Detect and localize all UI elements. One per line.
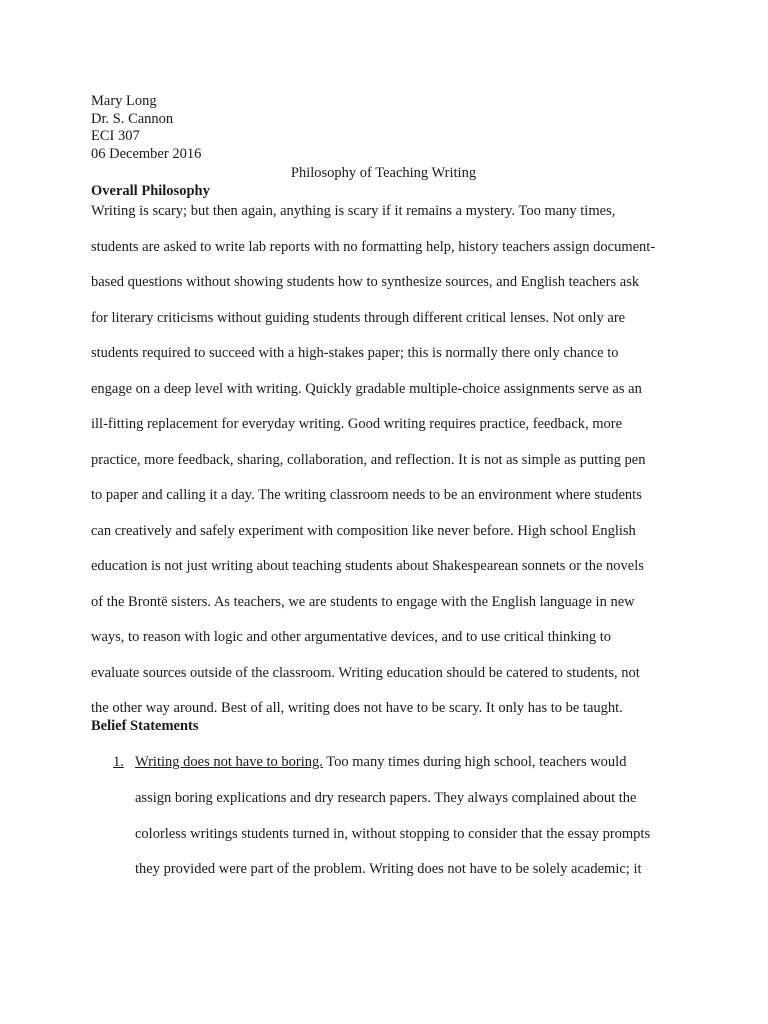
paragraph-line: ways, to reason with logic and other argumentative devices, and to use critical thinking to <box>91 629 611 645</box>
paragraph-line: for literary criticisms without guiding students through different critical lenses. Not only are <box>91 309 626 326</box>
paragraph-line: the other way around. Best of all, writing does not have to be scary. It only has to be taught. <box>91 700 623 716</box>
paragraph-line: Writing is scary; but then again, anything is scary if it remains a mystery. Too many times, <box>91 203 616 219</box>
instructor-name: Dr. S. Cannon <box>91 110 174 127</box>
document-header <box>91 93 201 163</box>
paragraph-line: engage on a deep level with writing. Quickly gradable multiple-choice assignments serve as an <box>91 380 642 397</box>
paragraph-line: students required to succeed with a high-stakes paper; this is normally there only chance to <box>91 345 619 361</box>
list-item-line: colorless writings students turned in, without stopping to consider that the essay prompts <box>135 825 651 842</box>
course-code: ECI 307 <box>91 128 140 145</box>
list-item-line: they provided were part of the problem. Writing does not have to be solely academic; it <box>135 861 642 877</box>
list-item-text: Too many times during high school, teachers would <box>322 754 627 770</box>
paragraph-line: to paper and calling it a day. The writing classroom needs to be an environment where students <box>91 487 642 503</box>
paragraph-line: education is not just writing about teaching students about Shakespearean sonnets or the novels <box>91 558 644 574</box>
belief-statements-heading: Belief Statements <box>91 718 199 734</box>
paragraph-line: based questions without showing students how to synthesize sources, and English teachers ask <box>91 274 640 290</box>
list-item-first-line <box>113 753 626 771</box>
document-title-row <box>0 164 768 182</box>
paragraph-line: practice, more feedback, sharing, collaboration, and reflection. It is not as simple as putting pen <box>91 451 646 468</box>
list-item-claim: Writing does not have to boring. <box>135 754 323 770</box>
paragraph-line: ill-fitting replacement for everyday writing. Good writing requires practice, feedback, more <box>91 416 623 432</box>
document-title: Philosophy of Teaching Writing <box>290 165 477 181</box>
overall-philosophy-heading: Overall Philosophy <box>91 183 210 199</box>
paragraph-line: students are asked to write lab reports with no formatting help, history teachers assign document- <box>91 238 656 255</box>
paragraph-line: evaluate sources outside of the classroom. Writing education should be catered to students, not <box>91 664 640 681</box>
paragraph-line: can creatively and safely experiment with composition like never before. High school English <box>91 522 636 539</box>
author-name: Mary Long <box>91 93 157 109</box>
document-date: 06 December 2016 <box>91 145 202 162</box>
paragraph-line: of the Brontë sisters. As teachers, we are students to engage with the English language in new <box>91 593 635 610</box>
list-item-number: 1. <box>113 754 124 770</box>
list-item-line: assign boring explications and dry research papers. They always complained about the <box>135 790 637 806</box>
